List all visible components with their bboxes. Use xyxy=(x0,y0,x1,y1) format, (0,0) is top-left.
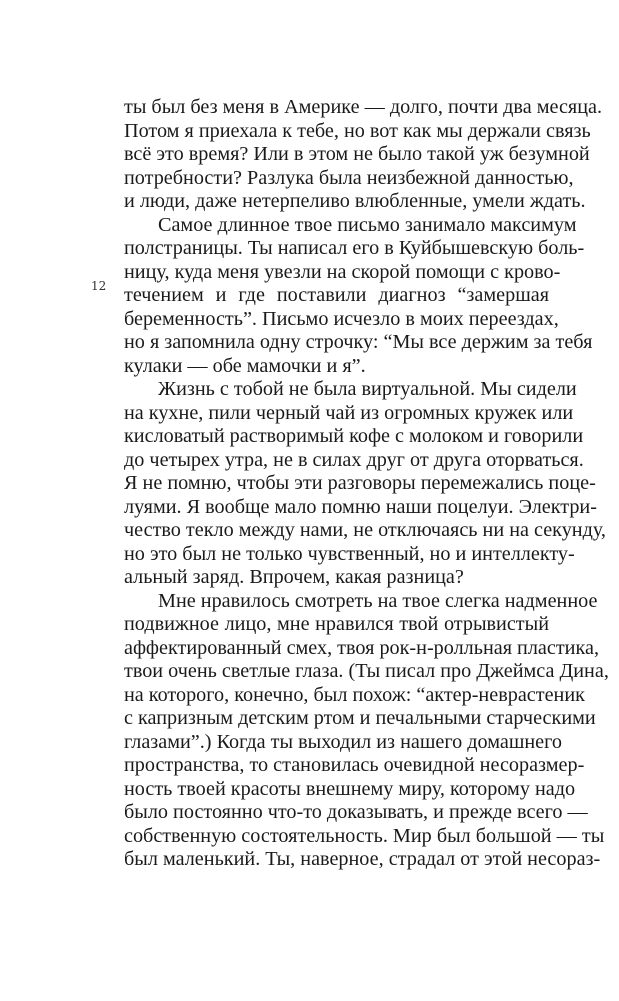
text-line: Жизнь с тобой не была виртуальной. Мы сидели xyxy=(158,378,577,400)
text-line: до четырех утра, не в силах друг от друга оторваться. xyxy=(124,448,584,471)
text-line: был маленький. Ты, наверное, страдал от этой несораз- xyxy=(124,848,601,870)
text-line: и люди, даже нетерпеливо влюбленные, умели ждать. xyxy=(124,190,586,212)
text-line: кулаки — обе мамочки и я”. xyxy=(124,354,366,377)
text-line: Самое длинное твое письмо занимало максимум xyxy=(158,213,577,236)
text-line: кисловатый растворимый кофе с молоком и говорили xyxy=(124,425,584,447)
text-line: твои очень светлые глаза. (Ты писал про Джеймса Дина, xyxy=(124,660,609,682)
text-line: но это был не только чувственный, но и интеллекту- xyxy=(124,542,575,565)
text-line: подвижное лицо, мне нравился твой отрывистый xyxy=(124,613,549,635)
text-line: с капризным детским ртом и печальными старческими xyxy=(124,707,596,729)
text-line: ность твоей красоты внешнему миру, которому надо xyxy=(124,777,576,800)
text-line: альный заряд. Впрочем, какая разница? xyxy=(124,566,464,588)
text-line: Мне нравилось смотреть на твое слегка надменное xyxy=(158,589,598,612)
text-line: ницу, куда меня увезли на скорой помощи с крово- xyxy=(124,260,561,283)
text-line: беременность”. Письмо исчезло в моих переездах, xyxy=(124,307,559,330)
text-line: Потом я приехала к тебе, но вот как мы держали связь xyxy=(124,119,591,142)
text-line: луями. Я вообще мало помню наши поцелуи. Электри- xyxy=(124,495,597,518)
text-line: было постоянно что-то доказывать, и прежде всего — xyxy=(124,801,588,823)
body-text xyxy=(124,96,609,872)
text-line: чество текло между нами, не отключаясь ни на секунду, xyxy=(124,519,606,541)
text-line: на кухне, пили черный чай из огромных кружек или xyxy=(124,401,574,424)
page-number: 12 xyxy=(91,279,107,293)
text-line: всё это время? Или в этом не было такой уж безумной xyxy=(124,143,590,165)
text-line: полстраницы. Ты написал его в Куйбышевскую боль- xyxy=(124,237,585,259)
text-line: течением и где поставили диагноз “замершая xyxy=(124,284,549,306)
text-line: пространства, то становилась очевидной несоразмер- xyxy=(124,754,585,776)
text-line: аффектированный смех, твоя рок-н-ролльная пластика, xyxy=(124,636,599,659)
text-line: но я запомнила одну строчку: “Мы все держим за тебя xyxy=(124,331,593,353)
text-line: на которого, конечно, был похож: “актер-неврастеник xyxy=(124,683,585,706)
text-line: глазами”.) Когда ты выходил из нашего домашнего xyxy=(124,730,563,753)
text-line: потребности? Разлука была неизбежной данностью, xyxy=(124,166,574,189)
text-line: Я не помню, чтобы эти разговоры перемежались поце- xyxy=(124,472,596,494)
text-line: ты был без меня в Америке — долго, почти два месяца. xyxy=(124,96,603,118)
text-line: собственную состоятельность. Мир был большой — ты xyxy=(124,824,605,847)
